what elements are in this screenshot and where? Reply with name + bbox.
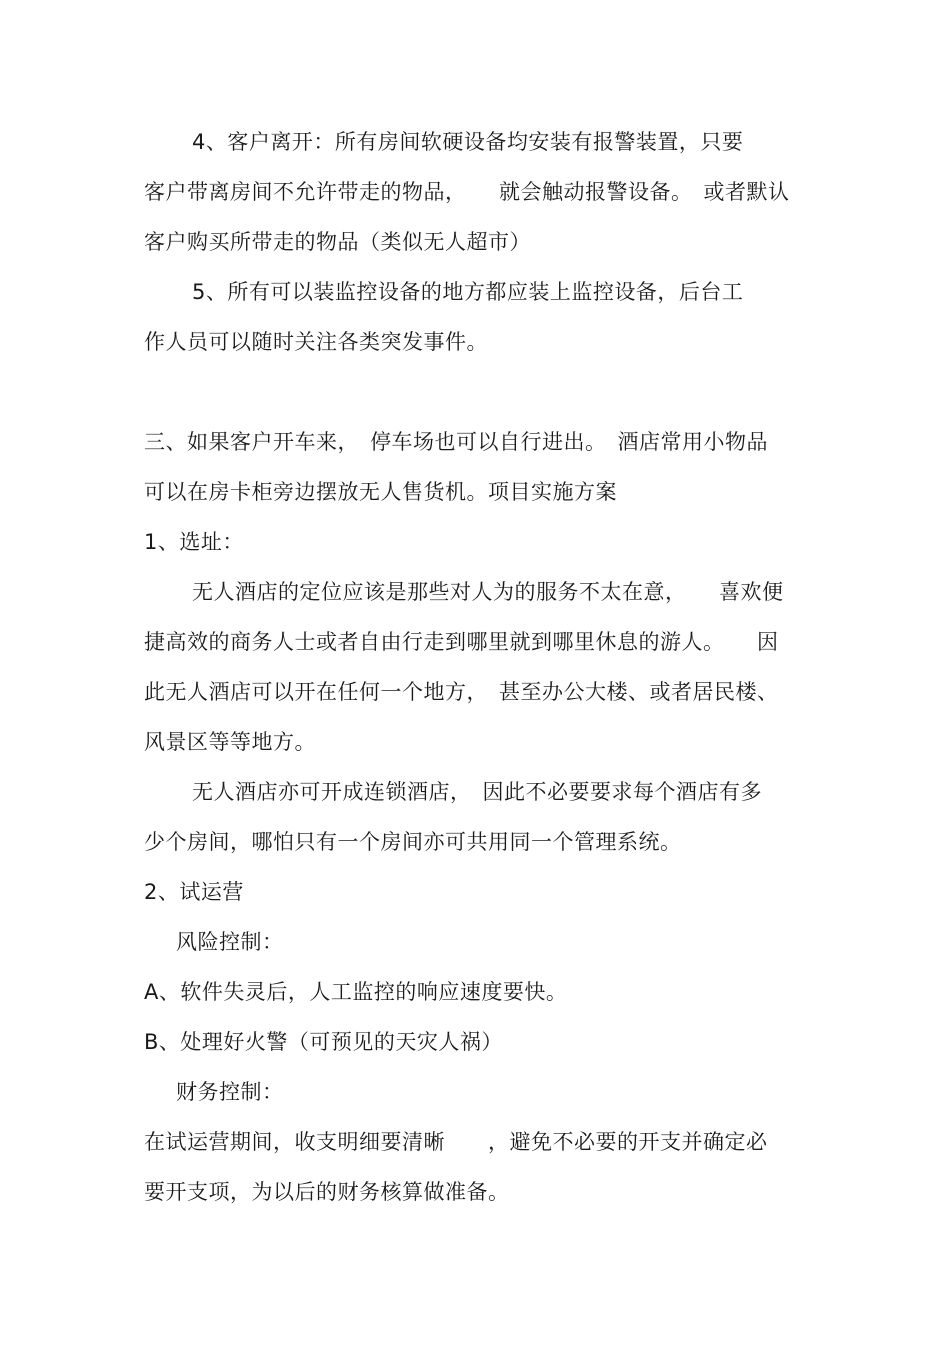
paragraph-line: 4、客户离开：所有房间软硬设备均安装有报警装置，只要 [192,130,744,154]
subheading-line: 风险控制： [176,930,284,954]
paragraph-line: 作人员可以随时关注各类突发事件。 [144,330,488,354]
section-heading-line: 三、如果客户开车来， 停车场也可以自行进出。 酒店常用小物品 [144,430,768,454]
paragraph-line: 无人酒店的定位应该是那些对人为的服务不太在意， 喜欢便 [192,580,784,604]
subheading-line: 财务控制： [176,1080,284,1104]
subheading-line: 2、试运营 [144,880,244,904]
paragraph-line: 客户带离房间不允许带走的物品， 就会触动报警设备。 或者默认 [144,180,790,204]
paragraph-line: 可以在房卡柜旁边摆放无人售货机。项目实施方案 [144,480,617,504]
paragraph-line: 5、所有可以装监控设备的地方都应装上监控设备，后台工 [192,280,744,304]
paragraph-line: 在试运营期间，收支明细要清晰 ，避免不必要的开支并确定必 [144,1130,768,1154]
subheading-line: 1、选址： [144,530,244,554]
paragraph-line: 要开支项，为以后的财务核算做准备。 [144,1180,510,1204]
paragraph-line: 风景区等等地方。 [144,730,316,754]
list-item: B、处理好火警（可预见的天灾人祸） [144,1030,503,1054]
paragraph-line: 此无人酒店可以开在任何一个地方， 甚至办公大楼、或者居民楼、 [144,680,779,704]
paragraph-line: 客户购买所带走的物品（类似无人超市） [144,230,531,254]
paragraph-line: 无人酒店亦可开成连锁酒店， 因此不必要要求每个酒店有多 [192,780,762,804]
paragraph-line: 捷高效的商务人士或者自由行走到哪里就到哪里休息的游人。 因 [144,630,779,654]
paragraph-line: 少个房间，哪怕只有一个房间亦可共用同一个管理系统。 [144,830,682,854]
list-item: A、软件失灵后，人工监控的响应速度要快。 [144,980,568,1004]
